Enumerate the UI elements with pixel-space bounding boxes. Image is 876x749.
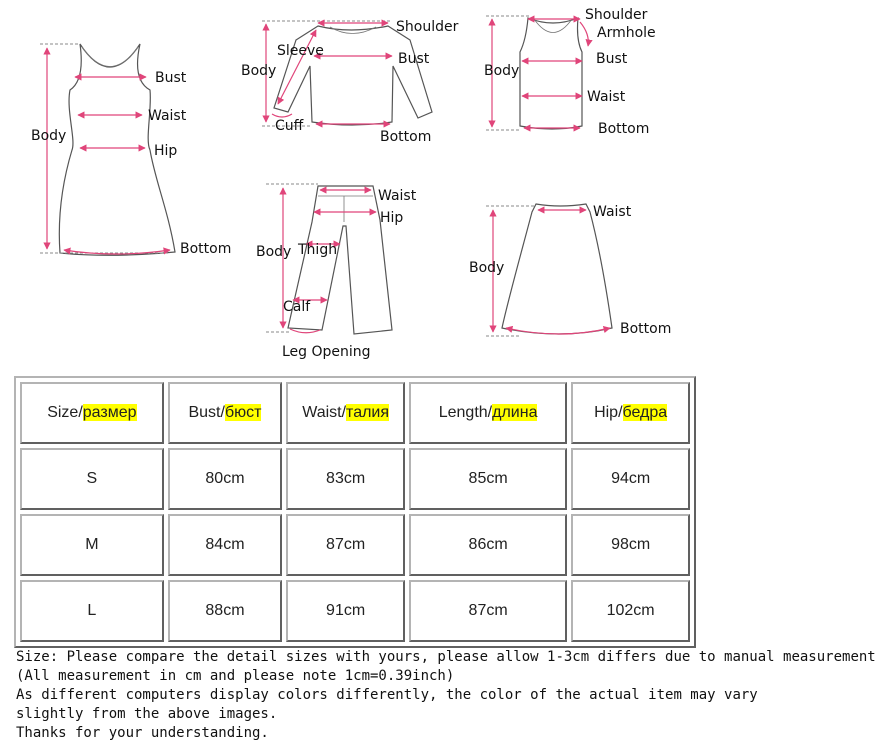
dress-waist-label: Waist xyxy=(148,108,187,124)
pants-hip-label: Hip xyxy=(380,210,404,226)
top-bust-label: Bust xyxy=(398,51,430,67)
vest-waist-label: Waist xyxy=(587,89,626,105)
skirt-outline xyxy=(502,204,612,334)
pants-thigh-label: Thigh xyxy=(298,242,338,258)
hip-cell: 94cm xyxy=(571,448,690,510)
header-length-ru: длина xyxy=(492,404,538,421)
length-cell: 87cm xyxy=(409,580,567,642)
length-cell: 85cm xyxy=(409,448,567,510)
size-notes xyxy=(16,648,876,743)
size-cell: S xyxy=(20,448,164,510)
header-size: Size/размер xyxy=(20,382,164,444)
pants-calf-label: Calf xyxy=(283,299,311,315)
header-bust-ru: бюст xyxy=(224,404,262,421)
header-waist-ru: талия xyxy=(346,404,390,421)
header-hip-ru: бедра xyxy=(622,404,668,421)
waist-cell: 83cm xyxy=(286,448,405,510)
header-hip: Hip/бедра xyxy=(571,382,690,444)
skirt-body-label: Body xyxy=(469,260,505,276)
top-bottom-label: Bottom xyxy=(380,129,432,145)
skirt-waist-label: Waist xyxy=(593,204,632,220)
top-outline xyxy=(274,26,432,125)
skirt-diagram xyxy=(469,204,671,337)
table-row xyxy=(20,514,690,576)
size-chart-table xyxy=(14,376,696,648)
note-line: As different computers display colors differently, the color of the actual item may vary xyxy=(16,687,758,703)
skirt-bottom-label: Bottom xyxy=(620,321,672,337)
note-line: Thanks for your understanding. xyxy=(16,725,269,741)
vest-bottom-label: Bottom xyxy=(598,121,650,137)
header-waist: Waist/талия xyxy=(286,382,405,444)
vest-body-label: Body xyxy=(484,63,520,79)
dress-hip-label: Hip xyxy=(154,143,178,159)
size-cell: M xyxy=(20,514,164,576)
pants-leg-opening-label: Leg Opening xyxy=(282,344,371,360)
vest-outline xyxy=(520,18,582,129)
waist-cell: 87cm xyxy=(286,514,405,576)
length-cell: 86cm xyxy=(409,514,567,576)
dress-diagram xyxy=(31,44,231,257)
hip-cell: 98cm xyxy=(571,514,690,576)
table-row xyxy=(20,448,690,510)
measurement-diagrams xyxy=(0,0,766,370)
top-cuff-line xyxy=(272,114,292,117)
vest-armhole-label: Armhole xyxy=(597,25,656,41)
size-cell: L xyxy=(20,580,164,642)
vest-bust-label: Bust xyxy=(596,51,628,67)
header-bust: Bust/бюст xyxy=(168,382,283,444)
note-line: Size: Please compare the detail sizes with yours, please allow 1-3cm differs due to manual measurement xyxy=(16,649,876,665)
waist-cell: 91cm xyxy=(286,580,405,642)
pants-diagram xyxy=(256,184,417,360)
top-body-label: Body xyxy=(241,63,277,79)
top-sleeve-label: Sleeve xyxy=(277,43,324,59)
top-cuff-label: Cuff xyxy=(275,118,304,134)
table-header-row xyxy=(20,382,690,444)
dress-body-label: Body xyxy=(31,128,67,144)
bust-cell: 80cm xyxy=(168,448,283,510)
vest-diagram xyxy=(484,7,656,137)
note-line: slightly from the above images. xyxy=(16,706,278,722)
pants-waist-label: Waist xyxy=(378,188,417,204)
note-line: (All measurement in cm and please note 1cm=0.39inch) xyxy=(16,668,455,684)
vest-shoulder-label: Shoulder xyxy=(585,7,648,23)
header-length: Length/длина xyxy=(409,382,567,444)
dress-bottom-label: Bottom xyxy=(180,241,232,257)
pants-body-label: Body xyxy=(256,244,292,260)
bust-cell: 84cm xyxy=(168,514,283,576)
hip-cell: 102cm xyxy=(571,580,690,642)
top-shoulder-label: Shoulder xyxy=(396,19,459,35)
top-diagram xyxy=(241,19,459,145)
bust-cell: 88cm xyxy=(168,580,283,642)
table-row xyxy=(20,580,690,642)
header-size-ru: размер xyxy=(82,404,137,421)
vest-armhole-line xyxy=(580,22,588,46)
dress-bust-label: Bust xyxy=(155,70,187,86)
